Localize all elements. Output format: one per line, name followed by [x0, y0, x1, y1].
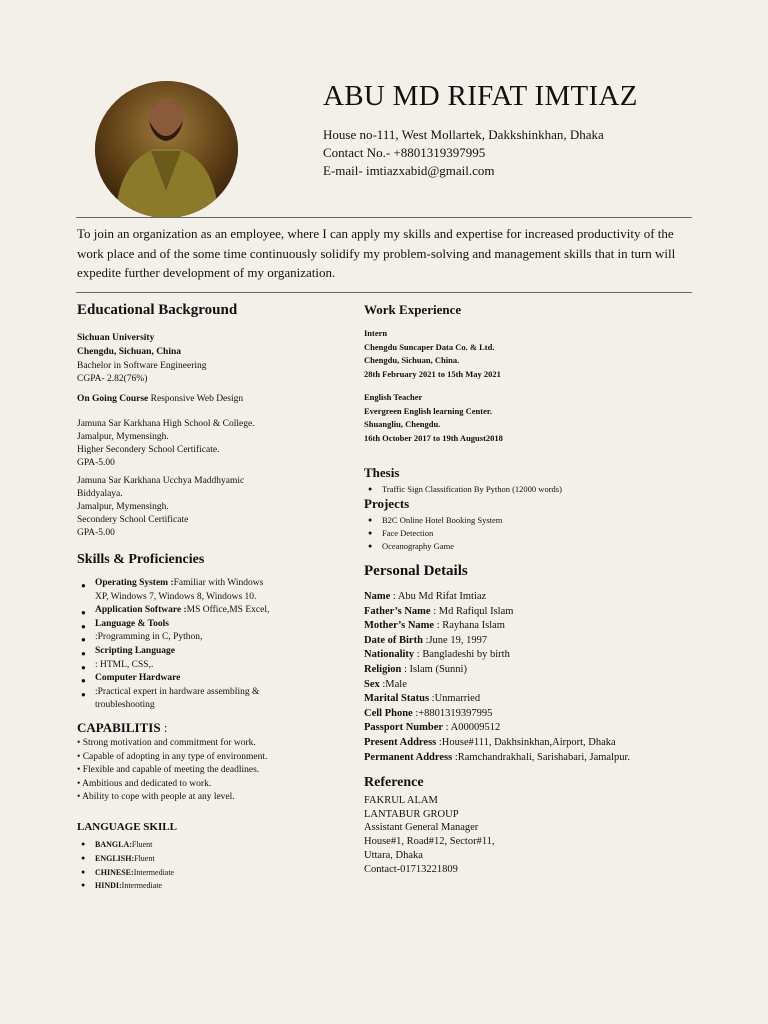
- education-hsc: [77, 418, 255, 470]
- personal-heading: Personal Details: [364, 563, 468, 579]
- reference-line: House#1, Road#12, Sector#11,: [364, 836, 495, 848]
- education-heading: Educational Background: [77, 302, 238, 318]
- capability-item: • Flexible and capable of meeting the deadlines.: [77, 765, 260, 776]
- language-item: ● BANGLA:Fluent: [77, 838, 174, 852]
- detail-row: Name : Abu Md Rifat Imtiaz: [364, 591, 487, 602]
- job-dates: 28th February 2021 to 15th May 2021: [364, 368, 501, 379]
- project-item: ● Face Detection: [364, 527, 502, 540]
- ssc-gpa: GPA-5.00: [77, 528, 115, 538]
- skill-item: ● : HTML, CSS,.: [77, 659, 317, 673]
- education-university: [77, 332, 207, 386]
- job-location: Chengdu, Sichuan, China.: [364, 355, 460, 365]
- reference-line: Uttara, Dhaka: [364, 849, 423, 861]
- course-label: On Going Course: [77, 394, 149, 404]
- language-item: ● HINDI:Intermediate: [77, 879, 174, 893]
- detail-row: Permanent Address :Ramchandrakhali, Sarishabari, Jamalpur.: [364, 751, 631, 763]
- education-ssc: [77, 475, 244, 540]
- job-2: [364, 391, 503, 445]
- reference-line: Contact-01713221809: [364, 863, 458, 875]
- work-heading: Work Experience: [364, 302, 462, 317]
- phone-line: Contact No.- +8801319397995: [323, 145, 486, 160]
- skill-item: ● Operating System :Familiar with Windows: [77, 577, 317, 591]
- course-value: Responsive Web Design: [148, 394, 244, 404]
- detail-row: Date of Birth :June 19, 1997: [364, 634, 488, 646]
- divider: [76, 292, 692, 293]
- university-name: Sichuan University: [77, 333, 155, 343]
- detail-row: Cell Phone :+8801319397995: [364, 707, 493, 719]
- language-item: ● ENGLISH:Fluent: [77, 852, 174, 866]
- capability-item: • Ability to cope with people at any level.: [77, 792, 235, 803]
- language-heading: LANGUAGE SKILL: [77, 821, 177, 833]
- ssc-location: Jamalpur, Mymensingh.: [77, 502, 169, 512]
- reference-line: FAKRUL ALAM: [364, 795, 438, 806]
- reference-line: LANTABUR GROUP: [364, 808, 459, 820]
- ssc-school: Jamuna Sar Karkhana Ucchya Maddhyamic: [77, 476, 245, 486]
- job-company: Evergreen English learning Center.: [364, 405, 492, 416]
- projects-heading: Projects: [364, 496, 410, 511]
- detail-row: Marital Status :Unmarried: [364, 693, 481, 705]
- job-role: Intern: [364, 328, 388, 338]
- email-line: E-mail- imtiazxabid@gmail.com: [323, 163, 495, 178]
- detail-row: Mother’s Name : Rayhana Islam: [364, 620, 505, 632]
- detail-row: Sex :Male: [364, 678, 407, 690]
- career-objective: To join an organization as an employee, where I can apply my skills and expertise for increased productivity of the work place and of the some time continuously solidify my problem-solving and management skills that in turn will expedite further development of my organization.: [77, 226, 676, 280]
- job-company: Chengdu Suncaper Data Co. & Ltd.: [364, 341, 495, 352]
- projects-list: [364, 514, 502, 553]
- skill-item: ● Application Software :MS Office,MS Excel,: [77, 604, 317, 618]
- capabilities-list: [77, 737, 267, 805]
- detail-row: Nationality : Bangladeshi by birth: [364, 649, 510, 661]
- detail-row: Present Address :House#111, Dakhsinkhan,Airport, Dhaka: [364, 736, 616, 748]
- reference-heading: Reference: [364, 775, 424, 790]
- capability-item: • Capable of adopting in any type of environment.: [77, 751, 268, 762]
- thesis-heading: Thesis: [364, 465, 400, 480]
- skills-heading: Skills & Proficiencies: [77, 552, 205, 567]
- contact-block: [323, 126, 604, 180]
- skill-item-cont: XP, Windows 7, Windows 8, Windows 10.: [95, 591, 257, 602]
- cgpa: CGPA- 2.82(76%): [77, 374, 148, 384]
- job-location: Shuangliu, Chengdu.: [364, 419, 441, 429]
- skill-item: ● Scripting Language: [77, 645, 317, 659]
- thesis-list: [364, 483, 562, 496]
- skill-item: ● :Programming in C, Python,: [77, 631, 317, 645]
- personal-details: [364, 590, 630, 765]
- capability-item: • Strong motivation and commitment for work.: [77, 738, 256, 748]
- ssc-school-cont: Biddyalaya.: [77, 489, 123, 499]
- job-dates: 16th October 2017 to 19th August2018: [364, 432, 503, 443]
- skills-list: [77, 577, 317, 713]
- reference-block: [364, 794, 495, 876]
- university-location: Chengdu, Sichuan, China: [77, 347, 182, 357]
- degree: Bachelor in Software Engineering: [77, 361, 207, 371]
- job-1: [364, 327, 501, 381]
- thesis-item: ● Traffic Sign Classification By Python (12000 words): [364, 483, 562, 496]
- hsc-location: Jamalpur, Mymensingh.: [77, 432, 169, 442]
- job-role: English Teacher: [364, 392, 423, 402]
- ssc-certificate: Secondery School Certificate: [77, 515, 189, 525]
- capabilities-heading: CAPABILITIS :: [77, 720, 168, 735]
- divider: [76, 217, 692, 218]
- project-item: ● B2C Online Hotel Booking System: [364, 514, 502, 527]
- hsc-gpa: GPA-5.00: [77, 458, 115, 468]
- applicant-name: ABU MD RIFAT IMTIAZ: [323, 80, 638, 112]
- detail-row: Father’s Name : Md Rafiqul Islam: [364, 605, 514, 617]
- skill-item: ● Computer Hardware: [77, 672, 317, 686]
- detail-row: Religion : Islam (Sunni): [364, 663, 467, 675]
- skill-item-cont: troubleshooting: [95, 700, 155, 711]
- profile-photo: [95, 81, 238, 218]
- hsc-certificate: Higher Secondery School Certificate.: [77, 445, 220, 455]
- hsc-school: Jamuna Sar Karkhana High School & College.: [77, 419, 255, 429]
- language-item: ● CHINESE:Intermediate: [77, 866, 174, 880]
- skill-item: ● Language & Tools: [77, 618, 317, 632]
- skill-item: ● :Practical expert in hardware assembling &: [77, 686, 317, 700]
- ongoing-course: [77, 393, 243, 406]
- detail-row: Passport Number : A00009512: [364, 722, 501, 734]
- address-line: House no-111, West Mollartek, Dakkshinkhan, Dhaka: [323, 127, 604, 142]
- language-list: [77, 838, 174, 893]
- project-item: ● Oceanography Game: [364, 540, 502, 553]
- capability-item: • Ambitious and dedicated to work.: [77, 778, 212, 789]
- reference-line: Assistant General Manager: [364, 822, 479, 834]
